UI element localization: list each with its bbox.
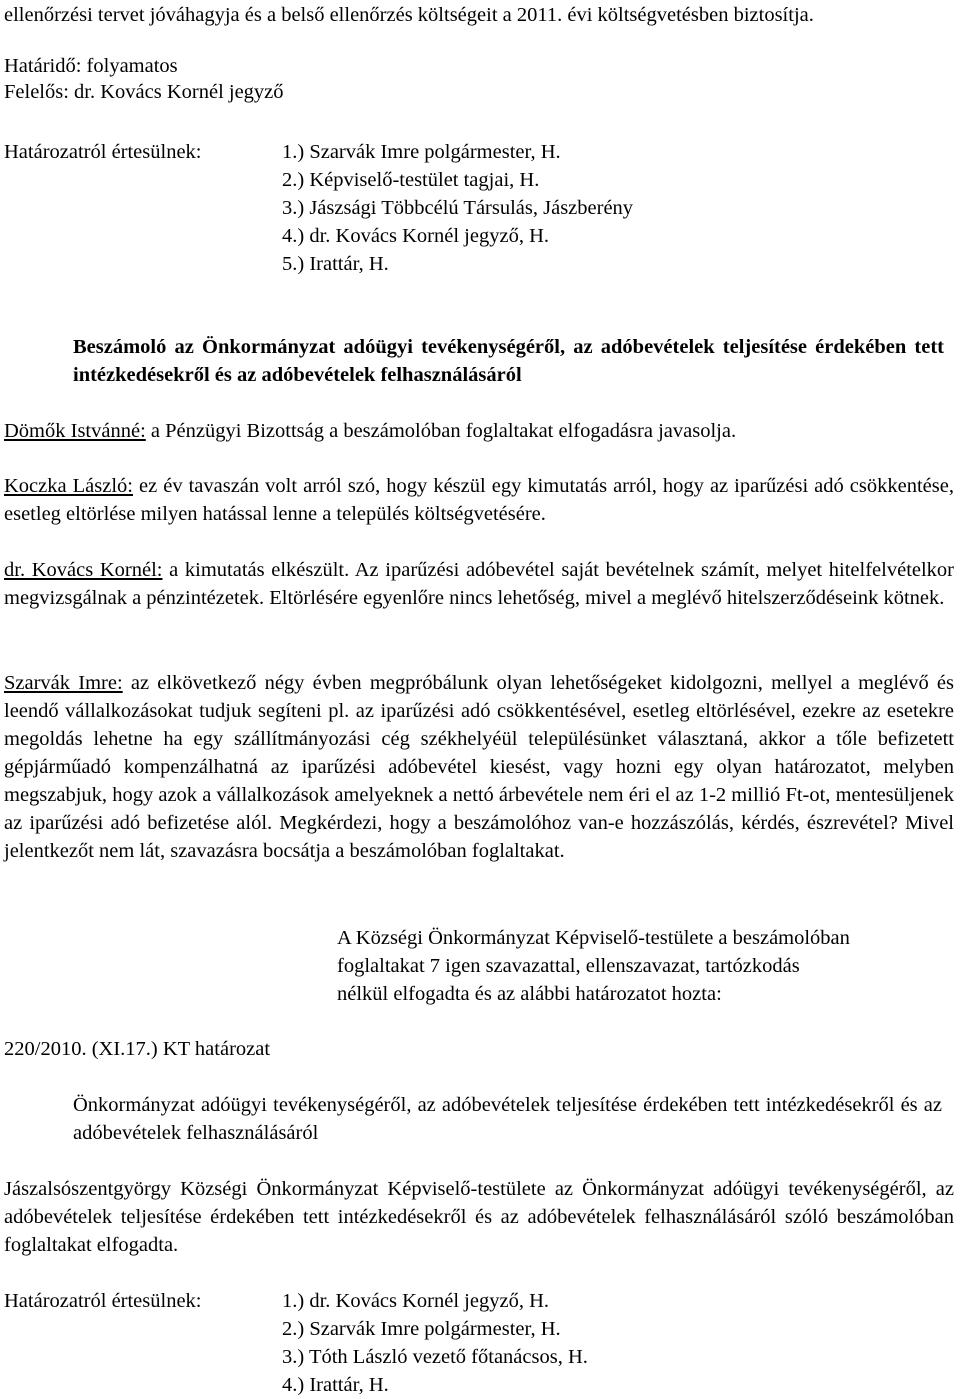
speech-text: az elkövetkező négy évben megpróbálunk olyan lehetőségeket kidolgozni, mellyel a meglévő és leendő vállalkozásokat tudjuk segíteni pl. az iparűzési adó csökkentésével, esetleg eltörlésével, ezekre az esetekre megoldás lehetne ha egy szállítmányozási cég székhelyéül településünket választaná, akkor a tőle befizetett gépjárműadó kompenzálhatná az iparűzési adóbevétel kiesést, vagy hozni egy olyan határozatot, melyben megszabjuk, hogy azok a vállalkozások amelyeknek a nettó árbevétele nem éri el az 1-2 millió Ft-ot, mentesüljenek az iparűzési adó befizetése alól. Megkérdezi, hogy a beszámolóhoz van-e hozzászólás, kérdés, észrevétel? Mivel jelentkezőt nem lát, szavazásra bocsátja a beszámolóban foglaltakat. [4,672,955,862]
resolution-notify-label: Határozatról értesülnek: [4,1290,202,1312]
notify-item: 2.) Képviselő-testület tagjai, H. [282,169,540,191]
notify-item: 1.) Szarvák Imre polgármester, H. [282,141,561,163]
continued-text: ellenőrzési tervet jóváhagyja és a belső ellenőrzés költségeit a 2011. évi költségvetésben biztosítja. [4,4,814,26]
vote-line: foglaltakat 7 igen szavazattal, ellenszavazat, tartózkodás [337,955,800,977]
resolution-number: 220/2010. (XI.17.) KT határozat [4,1038,271,1060]
speech-text: a kimutatás elkészült. Az iparűzési adóbevétel saját bevételnek számít, melyet hitelfelvételkor megvizsgálnak a pénzintézetek. Eltörlésére egyenlőre nincs lehetőség, mivel a meglévő hitelszerződéseink kötnek. [4,559,955,609]
speech-text: a Pénzügyi Bizottság a beszámolóban foglaltakat elfogadásra javasolja. [145,420,737,442]
speech-paragraph [4,472,954,528]
speaker-name: Koczka László: [4,475,133,497]
resolution-notify-item: 4.) Irattár, H. [282,1374,389,1396]
speech-paragraph [4,417,954,445]
notify-label: Határozatról értesülnek: [4,141,202,163]
speaker-name: Szarvák Imre: [4,672,123,694]
resolution-notify-item: 3.) Tóth László vezető főtanácsos, H. [282,1346,588,1368]
speaker-name: dr. Kovács Kornél: [4,559,163,581]
speaker-name: Dömők Istvánné: [4,420,146,442]
vote-line: nélkül elfogadta és az alábbi határozatot hozta: [337,983,722,1005]
notify-item: 4.) dr. Kovács Kornél jegyző, H. [282,225,550,247]
notify-item: 5.) Irattár, H. [282,253,389,275]
speech-paragraph [4,556,954,612]
resolution-body: Jászalsószentgyörgy Községi Önkormányzat Képviselő-testülete az Önkormányzat adóügyi tevékenységéről, az adóbevételek teljesítése érdekében tett intézkedésekről és az adóbevételek felhasználásáról szóló beszámolóban foglaltakat elfogadta. [4,1178,954,1256]
speech-text: ez év tavaszán volt arról szó, hogy készül egy kimutatás arról, hogy az iparűzési adó csökkentése, esetleg eltörlése milyen hatással lenne a település költségvetésére. [4,475,954,525]
vote-line: A Községi Önkormányzat Képviselő-testülete a beszámolóban [337,927,850,949]
speech-paragraph [4,669,954,865]
deadline-line: Határidő: folyamatos [4,55,178,77]
notify-item: 3.) Jászsági Többcélú Társulás, Jászberény [282,197,634,219]
agenda-title: Beszámoló az Önkormányzat adóügyi tevékenységéről, az adóbevételek teljesítése érdekében tett intézkedésekről és az adóbevételek felhasználásáról [73,336,944,386]
resolution-notify-item: 2.) Szarvák Imre polgármester, H. [282,1318,561,1340]
resolution-notify-item: 1.) dr. Kovács Kornél jegyző, H. [282,1290,550,1312]
resolution-subject: Önkormányzat adóügyi tevékenységéről, az adóbevételek teljesítése érdekében tett intézkedésekről és az adóbevételek felhasználásáról [73,1094,942,1144]
responsible-line: Felelős: dr. Kovács Kornél jegyző [4,81,284,103]
